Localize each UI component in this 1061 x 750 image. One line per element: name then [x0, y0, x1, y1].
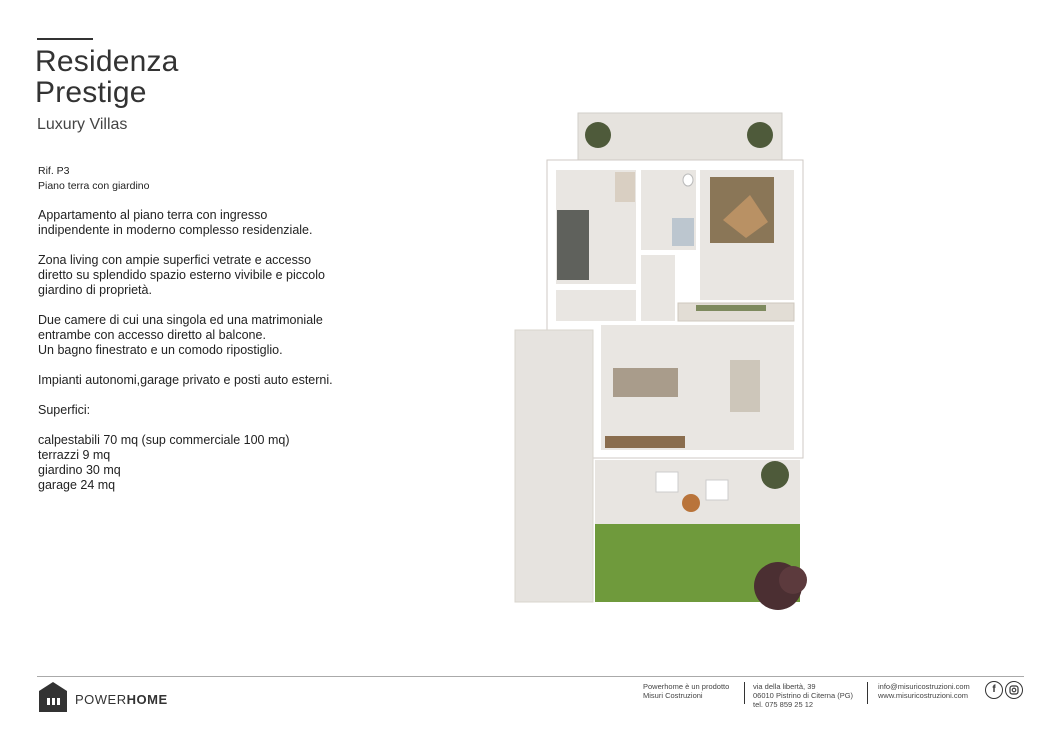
surface-item: giardino 30 mq — [38, 463, 121, 477]
footer-text: tel. 075 859 25 12 — [753, 700, 814, 709]
footer-text: 06010 Pistrino di Citerna (PG) — [753, 691, 854, 700]
footer-text: via della libertà, 39 — [753, 682, 816, 691]
page-subtitle: Luxury Villas — [37, 116, 128, 133]
house-logo-icon — [38, 681, 68, 713]
page-title — [35, 46, 179, 108]
plant — [585, 122, 611, 148]
footer-divider — [867, 682, 868, 704]
footer-text: Misuri Costruzioni — [643, 691, 703, 700]
description-paragraph — [38, 253, 338, 298]
plant — [747, 122, 773, 148]
side-table — [682, 494, 700, 512]
footer-email[interactable]: info@misuricostruzioni.com — [878, 682, 970, 691]
footer-product — [643, 682, 729, 700]
surface-item: terrazzi 9 mq — [38, 448, 111, 462]
shower — [672, 218, 694, 246]
description — [38, 208, 338, 508]
floor-plan — [510, 110, 820, 625]
plant — [761, 461, 789, 489]
title-rule — [37, 38, 93, 40]
chair — [706, 480, 728, 500]
footer-address — [753, 682, 853, 709]
surfaces-heading: Superfici: — [38, 403, 91, 417]
brand-name — [75, 692, 168, 707]
reference-block — [38, 164, 150, 194]
footer-contact — [878, 682, 970, 700]
surface-item: garage 24 mq — [38, 478, 116, 492]
description-paragraph-text: Due camere di cui una singola ed una matrimoniale entrambe con accesso diretto al balcone. — [38, 313, 323, 342]
description-paragraph: Impianti autonomi,garage privato e posti auto esterni. — [38, 373, 333, 387]
kitchen-top — [696, 305, 766, 311]
storage-room — [556, 290, 636, 321]
reference-type: Piano terra con giardino — [38, 180, 150, 192]
desk — [615, 172, 635, 202]
instagram-icon[interactable] — [1005, 681, 1023, 699]
tree — [779, 566, 807, 594]
title-line-1: Residenza — [35, 45, 179, 78]
footer-divider — [744, 682, 745, 704]
surface-item: calpestabili 70 mq (sup commerciale 100 mq) — [38, 433, 290, 447]
brand-light: POWER — [75, 692, 127, 707]
description-paragraph: Appartamento al piano terra con ingresso indipendente in moderno complesso residenziale. — [38, 208, 313, 237]
sofa — [613, 368, 678, 397]
title-line-2: Prestige — [35, 76, 147, 109]
chair — [656, 472, 678, 492]
driveway — [515, 330, 593, 602]
brand-bold: HOME — [126, 692, 168, 707]
bed — [557, 210, 589, 280]
description-paragraph-text: Zona living con ampie superfici vetrate e accesso diretto su splendido spazio esterno vivibile e piccolo giardino di proprietà. — [38, 253, 325, 297]
tv-unit — [605, 436, 685, 448]
toilet — [683, 174, 693, 186]
footer-website[interactable]: www.misuricostruzioni.com — [878, 691, 969, 700]
facebook-icon[interactable]: f — [985, 681, 1003, 699]
dining-table — [730, 360, 760, 412]
surfaces-list — [38, 433, 338, 493]
footer-rule — [37, 676, 1024, 677]
description-paragraph-text: Un bagno finestrato e un comodo ripostiglio. — [38, 343, 283, 357]
description-paragraph — [38, 313, 338, 358]
footer-text: Powerhome è un prodotto — [643, 682, 730, 691]
reference-code: Rif. P3 — [38, 165, 70, 177]
corridor — [641, 255, 675, 321]
